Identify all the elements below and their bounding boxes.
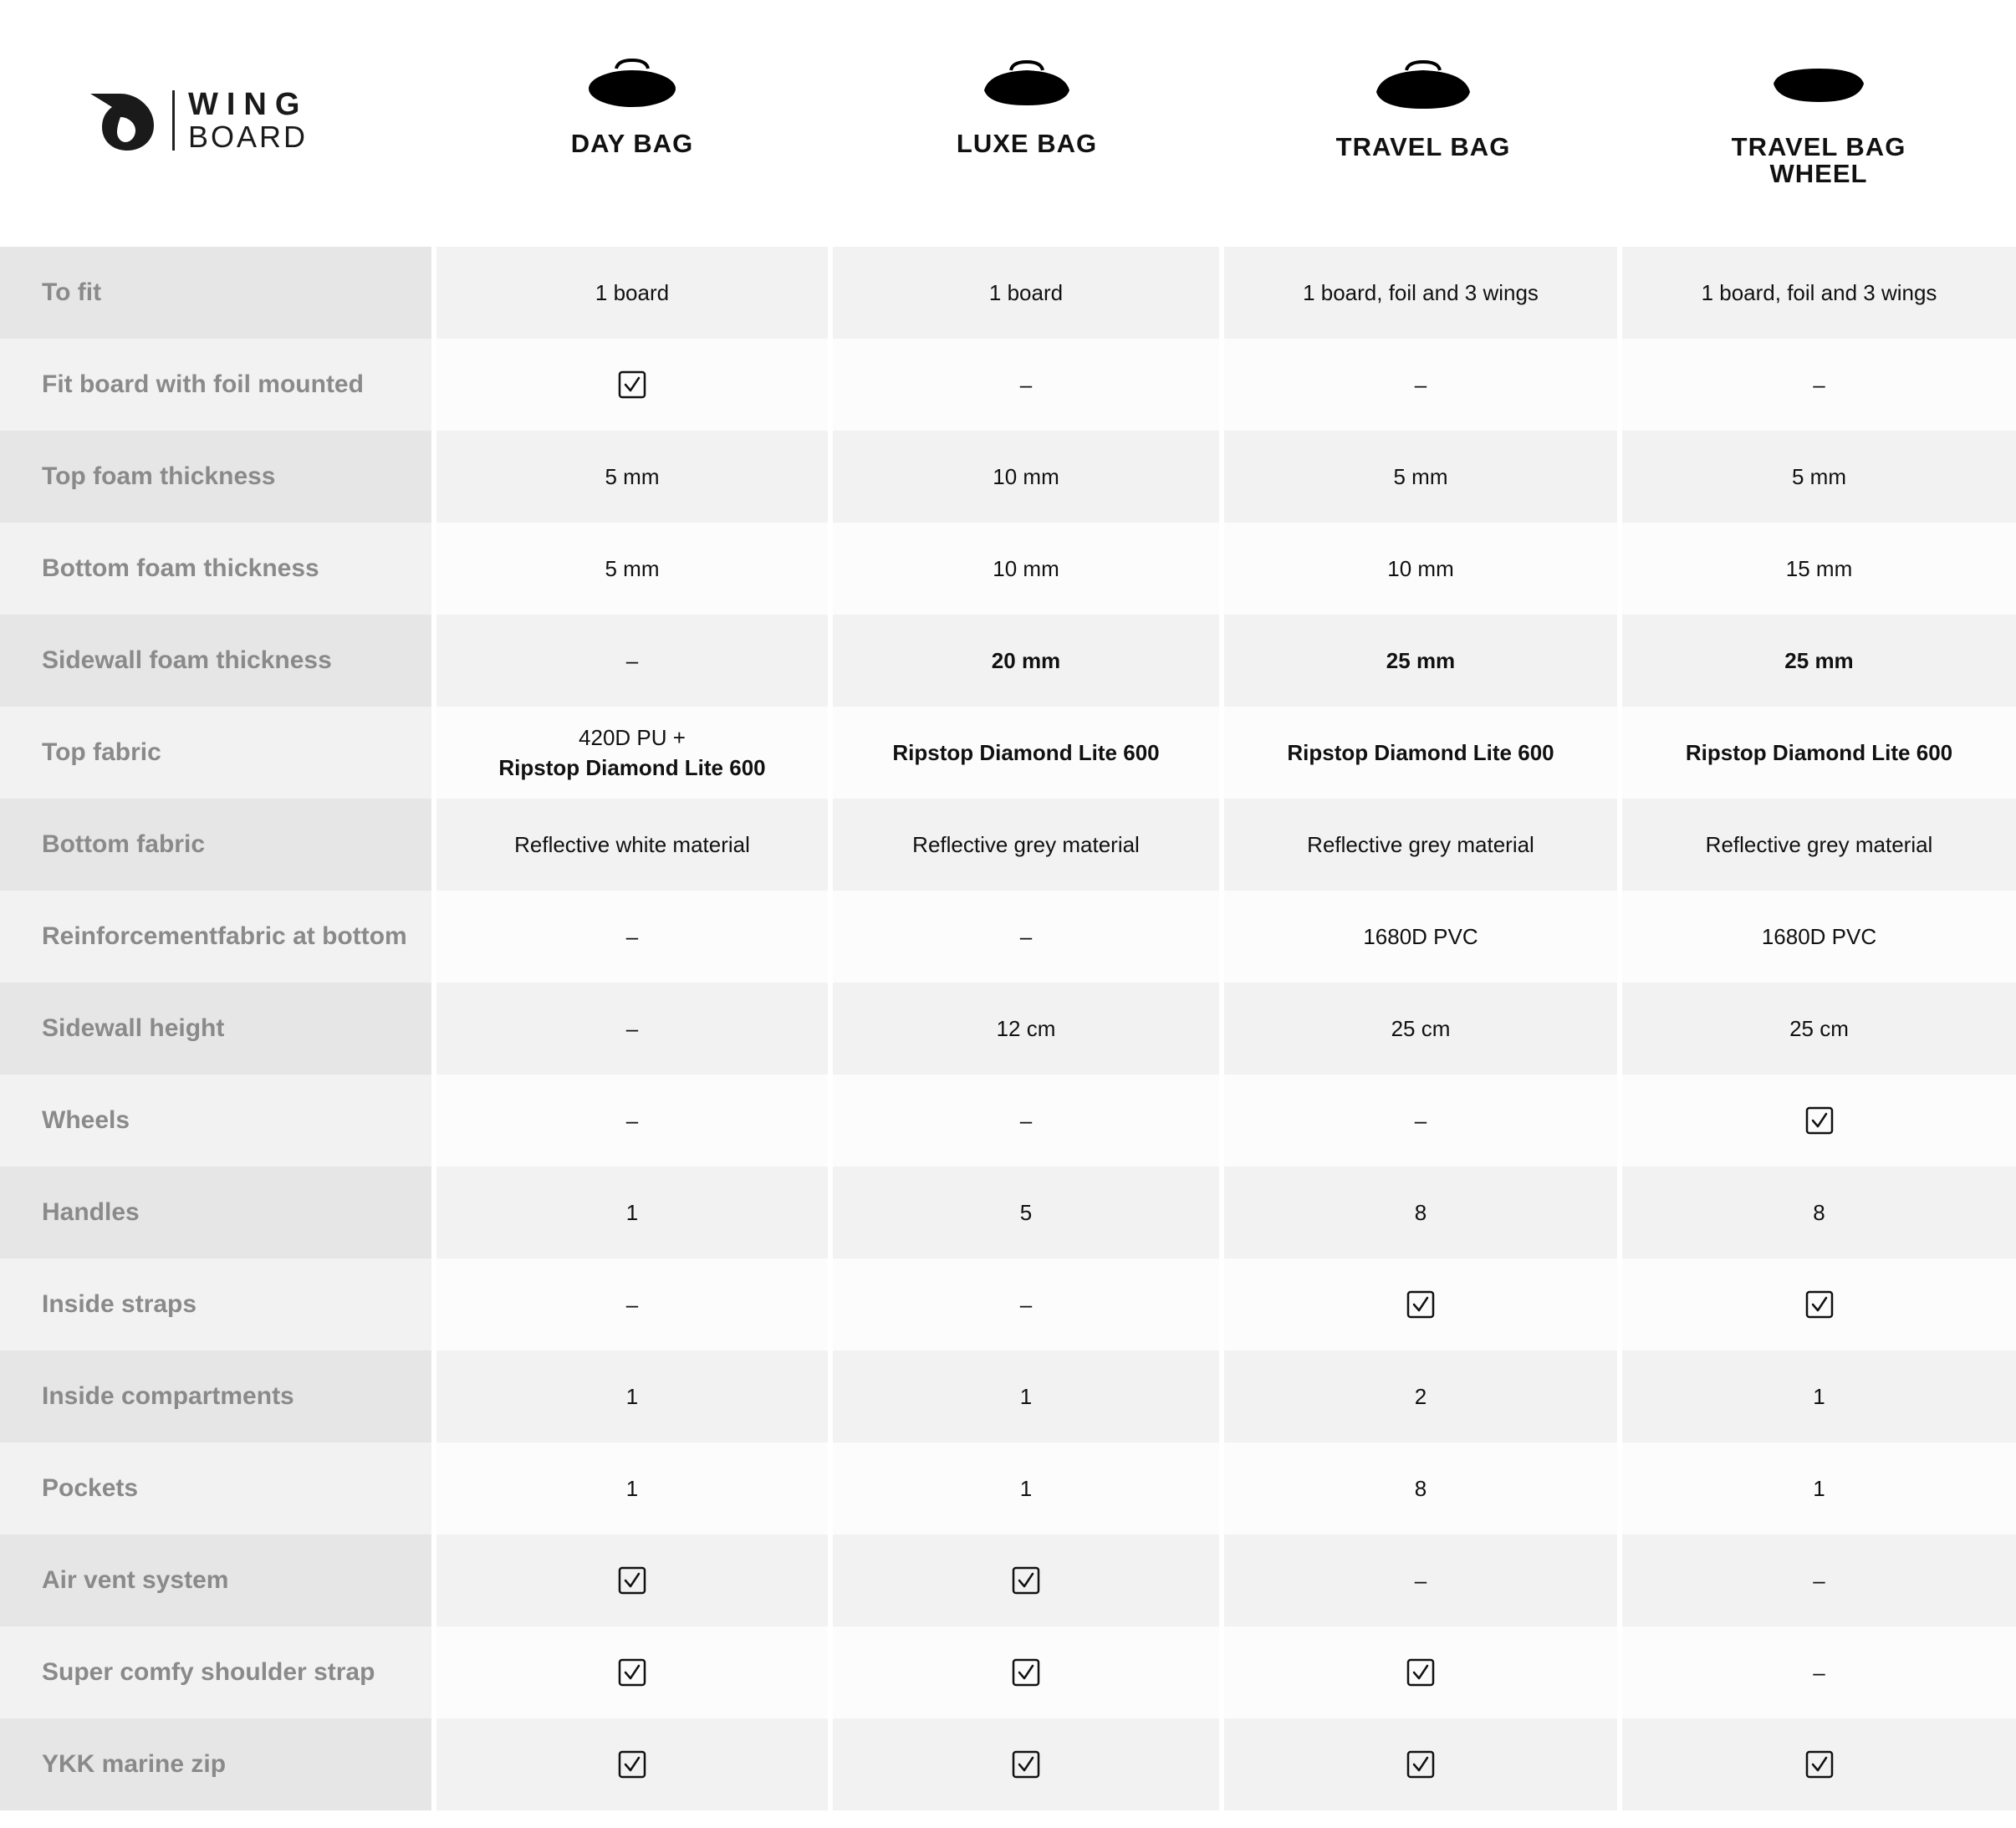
table-cell — [1622, 891, 2016, 983]
row-label-text: Super comfy shoulder strap — [42, 1658, 375, 1686]
cell-text: 20 mm — [991, 648, 1061, 673]
row-label — [0, 431, 431, 523]
table-cell — [1622, 431, 2016, 523]
cell-value — [1415, 1473, 1427, 1504]
comparison-table — [0, 247, 2016, 1810]
table-row — [0, 523, 2016, 615]
table-cell — [833, 707, 1219, 799]
product-name-line1: LUXE BAG — [956, 129, 1098, 158]
cell-value — [1789, 1014, 1849, 1044]
table-cell — [833, 1534, 1219, 1626]
table-cell — [833, 1075, 1219, 1167]
checkbox-checked-icon — [618, 1658, 646, 1687]
checkbox-checked-icon — [1012, 1750, 1040, 1779]
cell-text: 1 — [1019, 1476, 1033, 1501]
cell-text: Ripstop Diamond Lite 600 — [1685, 740, 1953, 765]
table-row — [0, 1442, 2016, 1534]
cell-text: 1 board — [988, 280, 1064, 305]
table-cell — [1224, 1442, 1617, 1534]
cell-text: 25 cm — [1391, 1016, 1451, 1041]
cell-text: Reflective white material — [514, 832, 750, 857]
table-row — [0, 1075, 2016, 1167]
table-cell — [1224, 523, 1617, 615]
table-row — [0, 1259, 2016, 1351]
product-travel-bag — [1231, 59, 1615, 161]
cell-value — [514, 830, 750, 860]
cell-text: – — [625, 1016, 639, 1041]
table-cell — [1622, 1534, 2016, 1626]
row-label-text: Top foam thickness — [42, 462, 276, 490]
cell-text: 8 — [1414, 1476, 1427, 1501]
row-label — [0, 523, 431, 615]
table-cell — [436, 1442, 828, 1534]
table-row — [0, 1718, 2016, 1810]
cell-text: 5 mm — [605, 464, 660, 489]
table-cell — [1224, 1351, 1617, 1442]
row-label — [0, 1442, 431, 1534]
table-row — [0, 1534, 2016, 1626]
table-cell — [1622, 1718, 2016, 1810]
row-label-text: Reinforcement — [42, 922, 218, 950]
brand-logo — [87, 87, 338, 154]
logo-divider — [172, 90, 175, 151]
product-name-line1: DAY BAG — [570, 129, 694, 158]
cell-text: 5 mm — [1792, 464, 1846, 489]
table-cell — [833, 1259, 1219, 1351]
cell-text: 10 mm — [993, 556, 1059, 581]
cell-value — [989, 278, 1063, 308]
table-cell — [1622, 1626, 2016, 1718]
table-cell — [436, 799, 828, 891]
header — [0, 0, 2016, 247]
cell-value — [1020, 1105, 1032, 1136]
table-row — [0, 1626, 2016, 1718]
cell-text: Ripstop Diamond Lite 600 — [892, 740, 1160, 765]
table-cell — [1224, 983, 1617, 1075]
row-label-text-line2: fabric at bottom — [217, 922, 407, 950]
table-cell — [1622, 1351, 2016, 1442]
table-cell — [833, 247, 1219, 339]
checkbox-checked-icon — [1012, 1658, 1040, 1687]
cell-text: 1 — [1019, 1384, 1033, 1409]
table-row — [0, 707, 2016, 799]
cell-text: 1680D PVC — [1363, 924, 1478, 949]
table-cell — [1224, 1718, 1617, 1810]
cell-text: 1 — [625, 1200, 639, 1225]
cell-value — [1702, 278, 1937, 308]
product-name-travel-bag — [1231, 134, 1615, 161]
cell-text: Ripstop Diamond Lite 600 — [1287, 740, 1554, 765]
row-label-text: To fit — [42, 278, 102, 306]
checkbox-checked-icon — [1805, 1750, 1834, 1779]
cell-value — [1786, 554, 1852, 584]
cell-value — [992, 646, 1060, 676]
cell-value — [626, 1381, 638, 1412]
cell-text: – — [1414, 372, 1427, 397]
table-cell — [833, 1718, 1219, 1810]
row-label-text: Bottom fabric — [42, 830, 205, 858]
product-name-line1: TRAVEL BAG — [1731, 132, 1906, 161]
table-cell — [833, 1626, 1219, 1718]
cell-value — [1020, 1197, 1032, 1228]
row-label — [0, 247, 431, 339]
row-label-text: Handles — [42, 1198, 140, 1226]
cell-value — [1415, 370, 1427, 400]
cell-text: – — [1813, 1660, 1825, 1685]
cell-value — [1686, 738, 1952, 768]
cell-text: – — [1019, 1292, 1033, 1317]
row-label-text: Air vent system — [42, 1566, 229, 1594]
cell-value — [605, 462, 660, 492]
row-label — [0, 1534, 431, 1626]
cell-text: Reflective grey material — [912, 832, 1140, 857]
cell-text: Reflective grey material — [1307, 832, 1534, 857]
row-label — [0, 1075, 431, 1167]
row-label — [0, 891, 431, 983]
checkbox-checked-icon — [1012, 1566, 1040, 1595]
product-travel-bag-wheel — [1626, 59, 2011, 187]
cell-value — [1813, 1381, 1825, 1412]
cell-value — [626, 922, 638, 952]
table-row — [0, 1167, 2016, 1259]
row-label — [0, 339, 431, 431]
cell-value — [1813, 370, 1825, 400]
table-cell — [436, 1718, 828, 1810]
cell-text: Reflective grey material — [1705, 832, 1933, 857]
cell-value — [1020, 370, 1032, 400]
table-cell — [833, 431, 1219, 523]
cell-text: – — [1414, 1568, 1427, 1593]
cell-value — [605, 554, 660, 584]
product-name-line1: TRAVEL BAG — [1335, 132, 1511, 161]
checkbox-checked-icon — [1805, 1290, 1834, 1319]
table-cell — [436, 247, 828, 339]
row-label-text: Wheels — [42, 1106, 130, 1134]
row-label — [0, 615, 431, 707]
table-cell — [436, 339, 828, 431]
table-cell — [1224, 339, 1617, 431]
table-cell — [1622, 1442, 2016, 1534]
cell-text: 1 — [625, 1476, 639, 1501]
table-cell — [1224, 431, 1617, 523]
table-cell — [436, 891, 828, 983]
cell-text: 25 cm — [1789, 1016, 1849, 1041]
cell-text: 420D PU + — [579, 725, 686, 750]
cell-value — [1394, 462, 1448, 492]
cell-text: – — [1019, 372, 1033, 397]
table-cell — [436, 1534, 828, 1626]
cell-value — [626, 1105, 638, 1136]
cell-value — [1363, 922, 1478, 952]
row-label-text: Inside compartments — [42, 1382, 294, 1410]
table-cell — [1622, 1167, 2016, 1259]
cell-value — [1020, 1473, 1032, 1504]
row-label — [0, 1626, 431, 1718]
cell-value — [1287, 738, 1554, 768]
cell-value — [1020, 922, 1032, 952]
cell-value — [1813, 1197, 1825, 1228]
logo-word-board: BOARD — [188, 120, 309, 154]
cell-value — [1415, 1105, 1427, 1136]
cell-text: – — [625, 1292, 639, 1317]
product-name-travel-bag-wheel — [1626, 134, 2011, 187]
table-cell — [833, 983, 1219, 1075]
row-label — [0, 983, 431, 1075]
checkbox-checked-icon — [1805, 1106, 1834, 1135]
table-cell — [436, 1167, 828, 1259]
checkbox-checked-icon — [1406, 1750, 1435, 1779]
product-day-bag — [440, 59, 824, 157]
cell-value — [626, 1014, 638, 1044]
cell-value — [1792, 462, 1846, 492]
cell-value — [1307, 830, 1534, 860]
cell-text: – — [625, 648, 639, 673]
cell-value — [997, 1014, 1056, 1044]
table-row — [0, 615, 2016, 707]
row-label-text: YKK marine zip — [42, 1750, 227, 1778]
cell-value — [1303, 278, 1539, 308]
cell-text: 5 — [1019, 1200, 1033, 1225]
cell-value — [1706, 830, 1933, 860]
cell-text: 5 mm — [1393, 464, 1448, 489]
product-name-line2: WHEEL — [1769, 159, 1868, 188]
cell-value — [1415, 1197, 1427, 1228]
table-cell — [1224, 1626, 1617, 1718]
table-cell — [1622, 1259, 2016, 1351]
row-label — [0, 1167, 431, 1259]
cell-value — [1784, 646, 1853, 676]
cell-value — [626, 1289, 638, 1320]
table-cell — [1622, 247, 2016, 339]
cell-text: – — [1813, 372, 1825, 397]
row-label — [0, 707, 431, 799]
cell-text: 25 mm — [1386, 648, 1456, 673]
row-label-text: Pockets — [42, 1474, 139, 1502]
checkbox-checked-icon — [618, 1566, 646, 1595]
table-cell — [1224, 1259, 1617, 1351]
wingboard-logo-icon — [87, 89, 157, 152]
luxe-bag-icon — [981, 59, 1073, 109]
cell-text-line2: Ripstop Diamond Lite 600 — [498, 755, 766, 780]
row-label-text: Bottom foam thickness — [42, 554, 319, 582]
table-cell — [436, 1075, 828, 1167]
cell-text: 8 — [1414, 1200, 1427, 1225]
table-row — [0, 339, 2016, 431]
table-cell — [1622, 339, 2016, 431]
table-row — [0, 983, 2016, 1075]
cell-text: – — [1414, 1108, 1427, 1133]
row-label-text: Inside straps — [42, 1290, 197, 1318]
product-luxe-bag — [834, 59, 1219, 157]
cell-value — [1386, 646, 1455, 676]
cell-value — [595, 278, 669, 308]
table-cell — [1622, 799, 2016, 891]
cell-text: 15 mm — [1785, 556, 1853, 581]
table-row — [0, 1351, 2016, 1442]
table-cell — [833, 799, 1219, 891]
cell-text: 10 mm — [993, 464, 1059, 489]
cell-value — [626, 1197, 638, 1228]
row-label-text: Sidewall height — [42, 1014, 225, 1042]
table-cell — [1622, 523, 2016, 615]
cell-text: 1 board, foil and 3 wings — [1701, 280, 1937, 305]
product-name-day-bag — [440, 130, 824, 157]
table-cell — [1224, 799, 1617, 891]
table-cell — [436, 431, 828, 523]
row-label — [0, 1259, 431, 1351]
cell-value — [1813, 1565, 1825, 1596]
cell-text: 1 — [625, 1384, 639, 1409]
table-cell — [1224, 1534, 1617, 1626]
table-cell — [436, 1259, 828, 1351]
cell-value — [993, 462, 1059, 492]
table-cell — [1622, 615, 2016, 707]
cell-value — [993, 554, 1059, 584]
travel-bag-icon — [1373, 59, 1473, 112]
cell-text: – — [1813, 1568, 1825, 1593]
day-bag-icon — [586, 59, 678, 109]
cell-text: 10 mm — [1387, 556, 1454, 581]
row-label — [0, 799, 431, 891]
checkbox-checked-icon — [618, 1750, 646, 1779]
table-cell — [833, 1351, 1219, 1442]
table-cell — [1224, 1075, 1617, 1167]
cell-value — [1813, 1657, 1825, 1688]
table-row — [0, 247, 2016, 339]
cell-text: – — [625, 1108, 639, 1133]
logo-text — [188, 89, 308, 152]
table-cell — [833, 523, 1219, 615]
table-cell — [1622, 983, 2016, 1075]
table-row — [0, 431, 2016, 523]
table-cell — [833, 1442, 1219, 1534]
cell-value — [1415, 1565, 1427, 1596]
cell-value — [1762, 922, 1876, 952]
cell-text: 8 — [1813, 1200, 1825, 1225]
checkbox-checked-icon — [1406, 1658, 1435, 1687]
table-cell — [436, 983, 828, 1075]
cell-value — [1813, 1473, 1825, 1504]
table-cell — [436, 707, 828, 799]
table-cell — [436, 1351, 828, 1442]
cell-text: 25 mm — [1784, 648, 1854, 673]
table-cell — [1622, 707, 2016, 799]
cell-text: 1 board, foil and 3 wings — [1303, 280, 1539, 305]
cell-value — [1387, 554, 1453, 584]
cell-text: – — [1019, 924, 1033, 949]
cell-value — [626, 1473, 638, 1504]
cell-value — [1020, 1289, 1032, 1320]
cell-value — [626, 646, 638, 676]
row-label-text: Fit board with foil mounted — [42, 370, 364, 398]
table-row — [0, 891, 2016, 983]
table-cell — [1224, 1167, 1617, 1259]
row-label-text: Top fabric — [42, 738, 161, 766]
checkbox-checked-icon — [1406, 1290, 1435, 1319]
cell-text: – — [625, 924, 639, 949]
logo-word-wing: WING — [188, 87, 309, 122]
table-cell — [833, 891, 1219, 983]
cell-text: 5 mm — [605, 556, 660, 581]
row-label — [0, 1351, 431, 1442]
row-label — [0, 1718, 431, 1810]
cell-value — [1391, 1014, 1451, 1044]
product-name-luxe-bag — [834, 130, 1219, 157]
cell-value — [498, 723, 765, 783]
table-row — [0, 799, 2016, 891]
cell-value — [912, 830, 1140, 860]
cell-value — [1020, 1381, 1032, 1412]
cell-text: 1 — [1813, 1476, 1825, 1501]
table-cell — [1224, 707, 1617, 799]
row-label-text: Sidewall foam thickness — [42, 646, 332, 674]
cell-text: 1680D PVC — [1761, 924, 1877, 949]
cell-text: – — [1019, 1108, 1033, 1133]
table-cell — [436, 1626, 828, 1718]
travel-bag-wheel-icon — [1768, 59, 1869, 112]
cell-text: 2 — [1414, 1384, 1427, 1409]
cell-value — [892, 738, 1159, 768]
table-cell — [1224, 615, 1617, 707]
table-cell — [1224, 247, 1617, 339]
table-cell — [833, 339, 1219, 431]
table-cell — [833, 615, 1219, 707]
table-cell — [833, 1167, 1219, 1259]
cell-text: 12 cm — [996, 1016, 1056, 1041]
table-cell — [436, 523, 828, 615]
cell-value — [1415, 1381, 1427, 1412]
table-cell — [1622, 1075, 2016, 1167]
cell-text: 1 — [1813, 1384, 1825, 1409]
table-cell — [1224, 891, 1617, 983]
cell-text: 1 board — [595, 280, 670, 305]
table-cell — [436, 615, 828, 707]
checkbox-checked-icon — [618, 370, 646, 399]
